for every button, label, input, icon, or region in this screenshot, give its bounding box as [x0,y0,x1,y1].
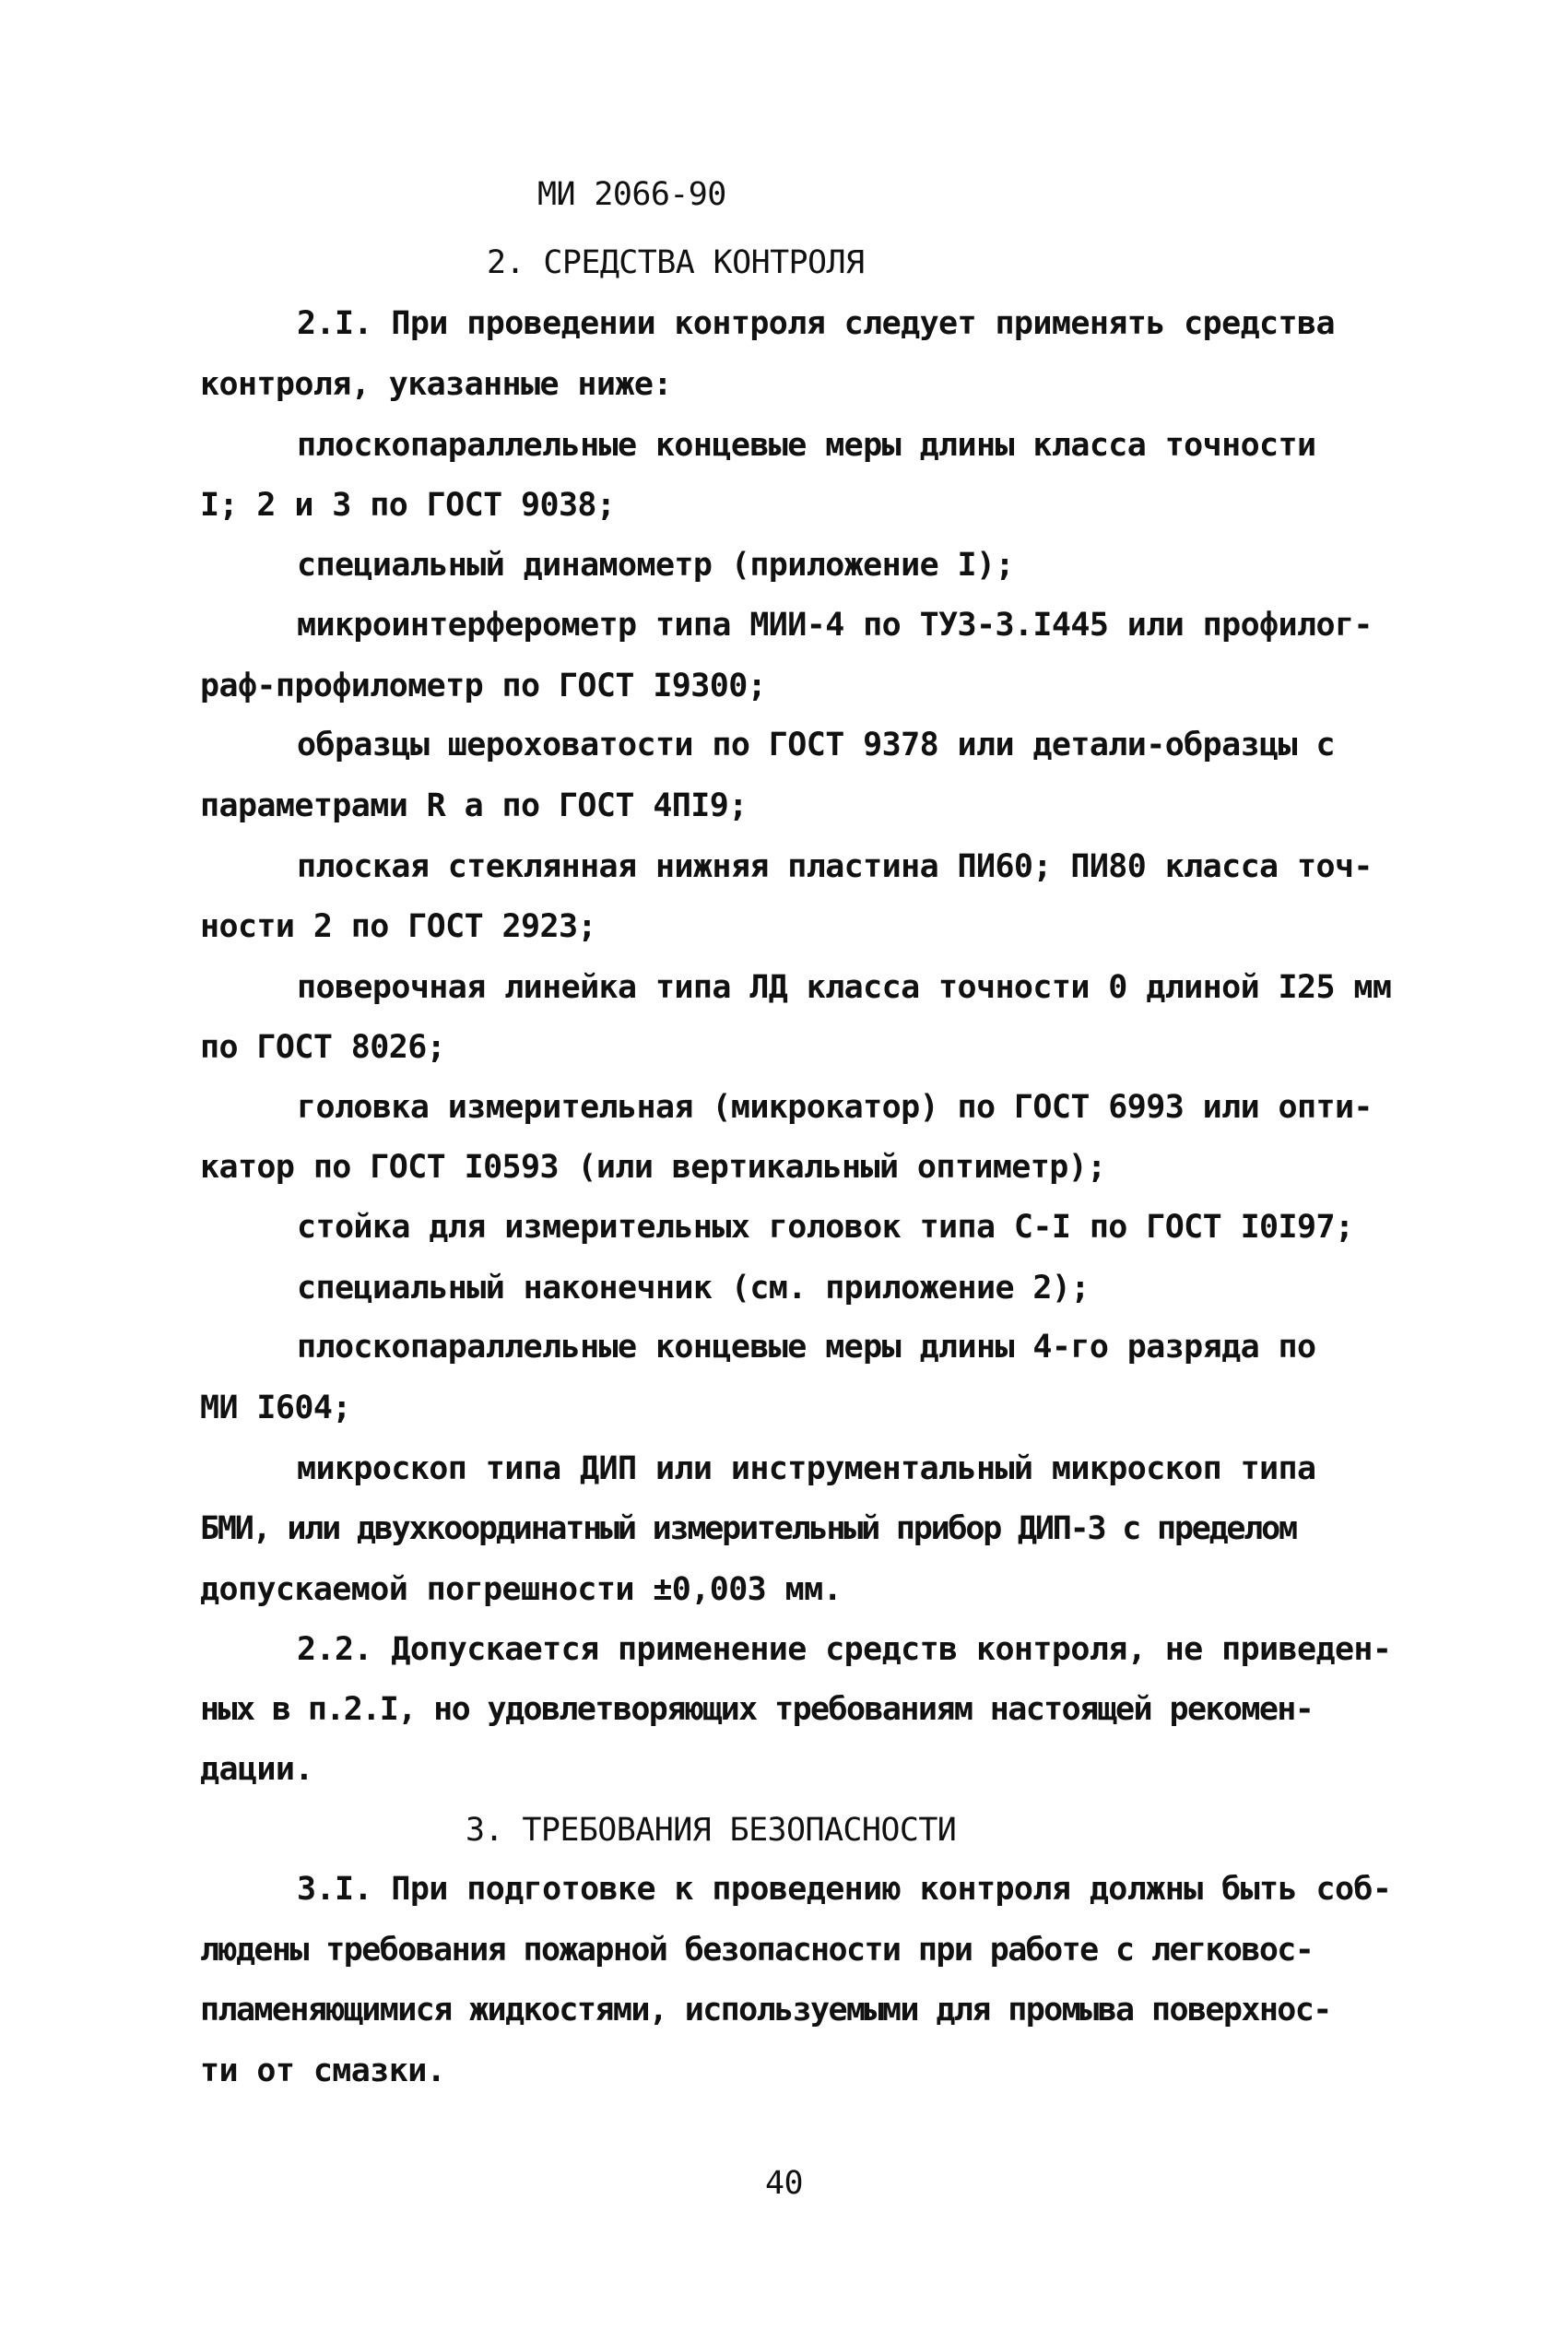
paragraph-line: пламеняющимися жидкостями, используемыми для промыва поверхнос- [200,1992,1331,2028]
section-2-title: 2. СРЕДСТВА КОНТРОЛЯ [487,244,865,281]
paragraph-line: контроля, указанные ниже: [200,366,672,403]
paragraph-line: плоская стеклянная нижняя пластина ПИ60; ПИ80 класса точ- [297,848,1373,885]
document-code: МИ 2066-90 [537,176,726,213]
paragraph-line: катор по ГОСТ I0593 (или вертикальный оптиметр); [200,1149,1106,1186]
paragraph-line: головка измерительная (микрокатор) по ГОСТ 6993 или опти- [297,1089,1373,1126]
paragraph-line: БМИ, или двухкоординатный измерительный прибор ДИП-3 с пределом [200,1510,1296,1547]
paragraph-line: допускаемой погрешности ±0,003 мм. [200,1571,843,1608]
paragraph-line: специальный наконечник (см. приложение 2); [297,1270,1090,1307]
paragraph-line: микроскоп типа ДИП или инструментальный микроскоп типа [297,1450,1316,1487]
paragraph-line: ности 2 по ГОСТ 2923; [200,908,596,945]
paragraph-line: раф-профилометр по ГОСТ I9300; [200,668,767,704]
paragraph-line: 3.I. При подготовке к проведению контроля должны быть соб- [297,1871,1392,1908]
paragraph-line: микроинтерферометр типа МИИ-4 по ТУЗ-3.I445 или профилог- [297,607,1373,644]
paragraph-line: специальный динамометр (приложение I); [297,547,1014,584]
paragraph-line: 2.I. При проведении контроля следует применять средства [297,305,1335,342]
paragraph-line: параметрами R a по ГОСТ 4ПI9; [200,787,748,824]
paragraph-line: 2.2. Допускается применение средств контроля, не приведен- [297,1631,1392,1668]
paragraph-line: ти от смазки. [200,2052,446,2089]
paragraph-line: дации. [200,1751,313,1788]
paragraph-line: ных в п.2.I, но удовлетворяющих требованиям настоящей рекомен- [200,1691,1314,1728]
paragraph-line: образцы шероховатости по ГОСТ 9378 или детали-образцы с [297,727,1335,763]
paragraph-line: людены требования пожарной безопасности при работе с легковос- [200,1932,1314,1969]
paragraph-line: МИ I604; [200,1390,351,1426]
section-3-title: 3. ТРЕБОВАНИЯ БЕЗОПАСНОСТИ [466,1812,957,1849]
paragraph-line: плоскопараллельные концевые меры длины класса точности [297,427,1316,464]
paragraph-line: поверочная линейка типа ЛД класса точности 0 длиной I25 мм [297,969,1392,1006]
paragraph-line: плоскопараллельные концевые меры длины 4-го разряда по [297,1329,1316,1366]
paragraph-line: I; 2 и 3 по ГОСТ 9038; [200,487,616,524]
page-number: 40 [765,2165,803,2202]
paragraph-line: по ГОСТ 8026; [200,1029,446,1066]
paragraph-line: стойка для измерительных головок типа С-I по ГОСТ I0I97; [297,1209,1354,1246]
